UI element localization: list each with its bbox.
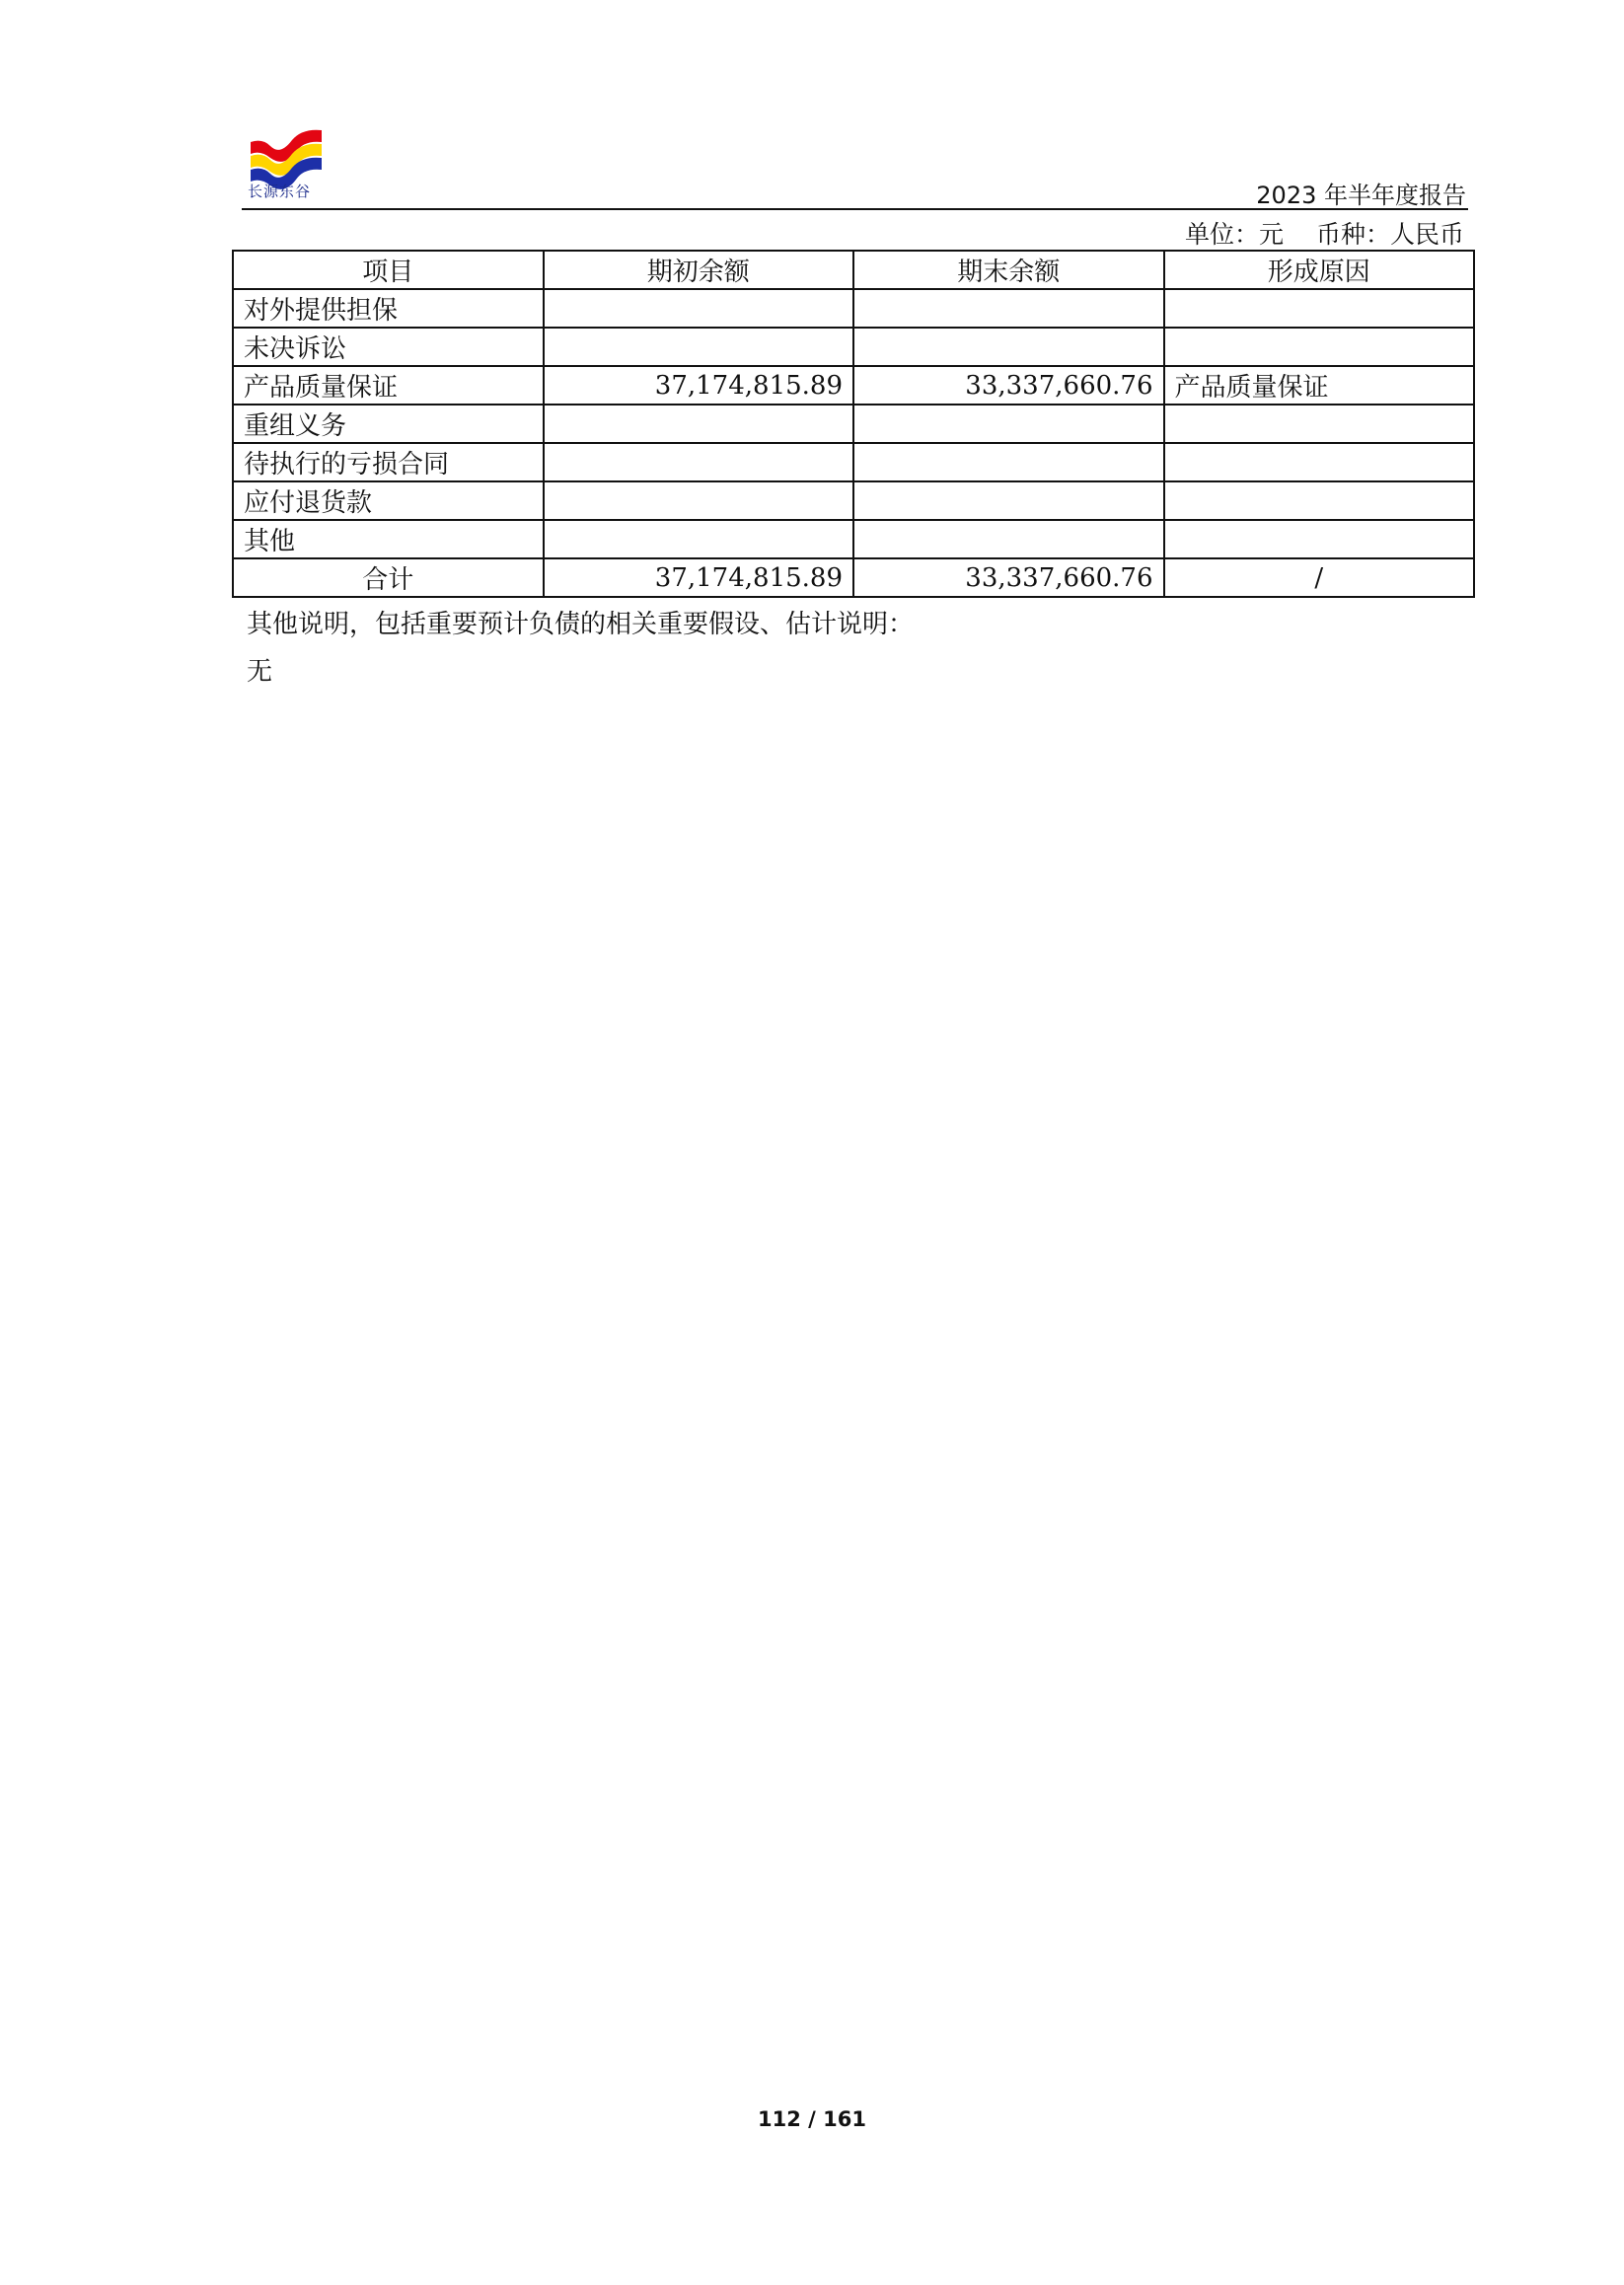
logo-text: 长源东谷 — [248, 183, 312, 200]
cell-reason — [1164, 520, 1475, 558]
header-divider — [242, 208, 1468, 210]
cell-opening — [544, 443, 854, 481]
cell-opening — [544, 328, 854, 366]
cell-item: 其他 — [233, 520, 544, 558]
cell-item: 待执行的亏损合同 — [233, 443, 544, 481]
column-header-opening: 期初余额 — [544, 251, 854, 289]
cell-reason-total: / — [1164, 558, 1475, 597]
cell-reason — [1164, 405, 1475, 443]
table-row — [233, 289, 1474, 328]
cell-item: 产品质量保证 — [233, 366, 544, 405]
table-row — [233, 405, 1474, 443]
cell-closing — [853, 289, 1164, 328]
table-row — [233, 520, 1474, 558]
cell-closing — [853, 520, 1164, 558]
column-header-item: 项目 — [233, 251, 544, 289]
table-row — [233, 328, 1474, 366]
cell-opening — [544, 481, 854, 520]
cell-closing — [853, 328, 1164, 366]
other-notes-label: 其他说明，包括重要预计负债的相关重要假设、估计说明： — [247, 610, 915, 639]
cell-opening — [544, 289, 854, 328]
cell-reason — [1164, 328, 1475, 366]
table-row — [233, 481, 1474, 520]
cell-opening-total: 37,174,815.89 — [544, 558, 854, 597]
cell-opening — [544, 520, 854, 558]
table-row — [233, 443, 1474, 481]
column-header-closing: 期末余额 — [853, 251, 1164, 289]
report-title: 2023 年半年度报告 — [1256, 182, 1466, 209]
other-notes-value: 无 — [247, 657, 273, 687]
table-total-row — [233, 558, 1474, 597]
cell-reason — [1164, 443, 1475, 481]
table-row — [233, 366, 1474, 405]
unit-currency-line: 单位：元 币种：人民币 — [1185, 220, 1464, 249]
cell-opening — [544, 405, 854, 443]
column-header-reason: 形成原因 — [1164, 251, 1475, 289]
cell-opening: 37,174,815.89 — [544, 366, 854, 405]
cell-item: 未决诉讼 — [233, 328, 544, 366]
cell-reason — [1164, 289, 1475, 328]
cell-closing — [853, 405, 1164, 443]
provisions-table — [232, 250, 1475, 598]
cell-reason: 产品质量保证 — [1164, 366, 1475, 405]
cell-closing — [853, 481, 1164, 520]
cell-item: 应付退货款 — [233, 481, 544, 520]
table-header-row — [233, 251, 1474, 289]
cell-closing — [853, 443, 1164, 481]
cell-closing-total: 33,337,660.76 — [853, 558, 1164, 597]
cell-item: 重组义务 — [233, 405, 544, 443]
cell-closing: 33,337,660.76 — [853, 366, 1164, 405]
cell-item: 对外提供担保 — [233, 289, 544, 328]
cell-item-total: 合计 — [233, 558, 544, 597]
cell-reason — [1164, 481, 1475, 520]
page-number: 112 / 161 — [758, 2107, 866, 2131]
